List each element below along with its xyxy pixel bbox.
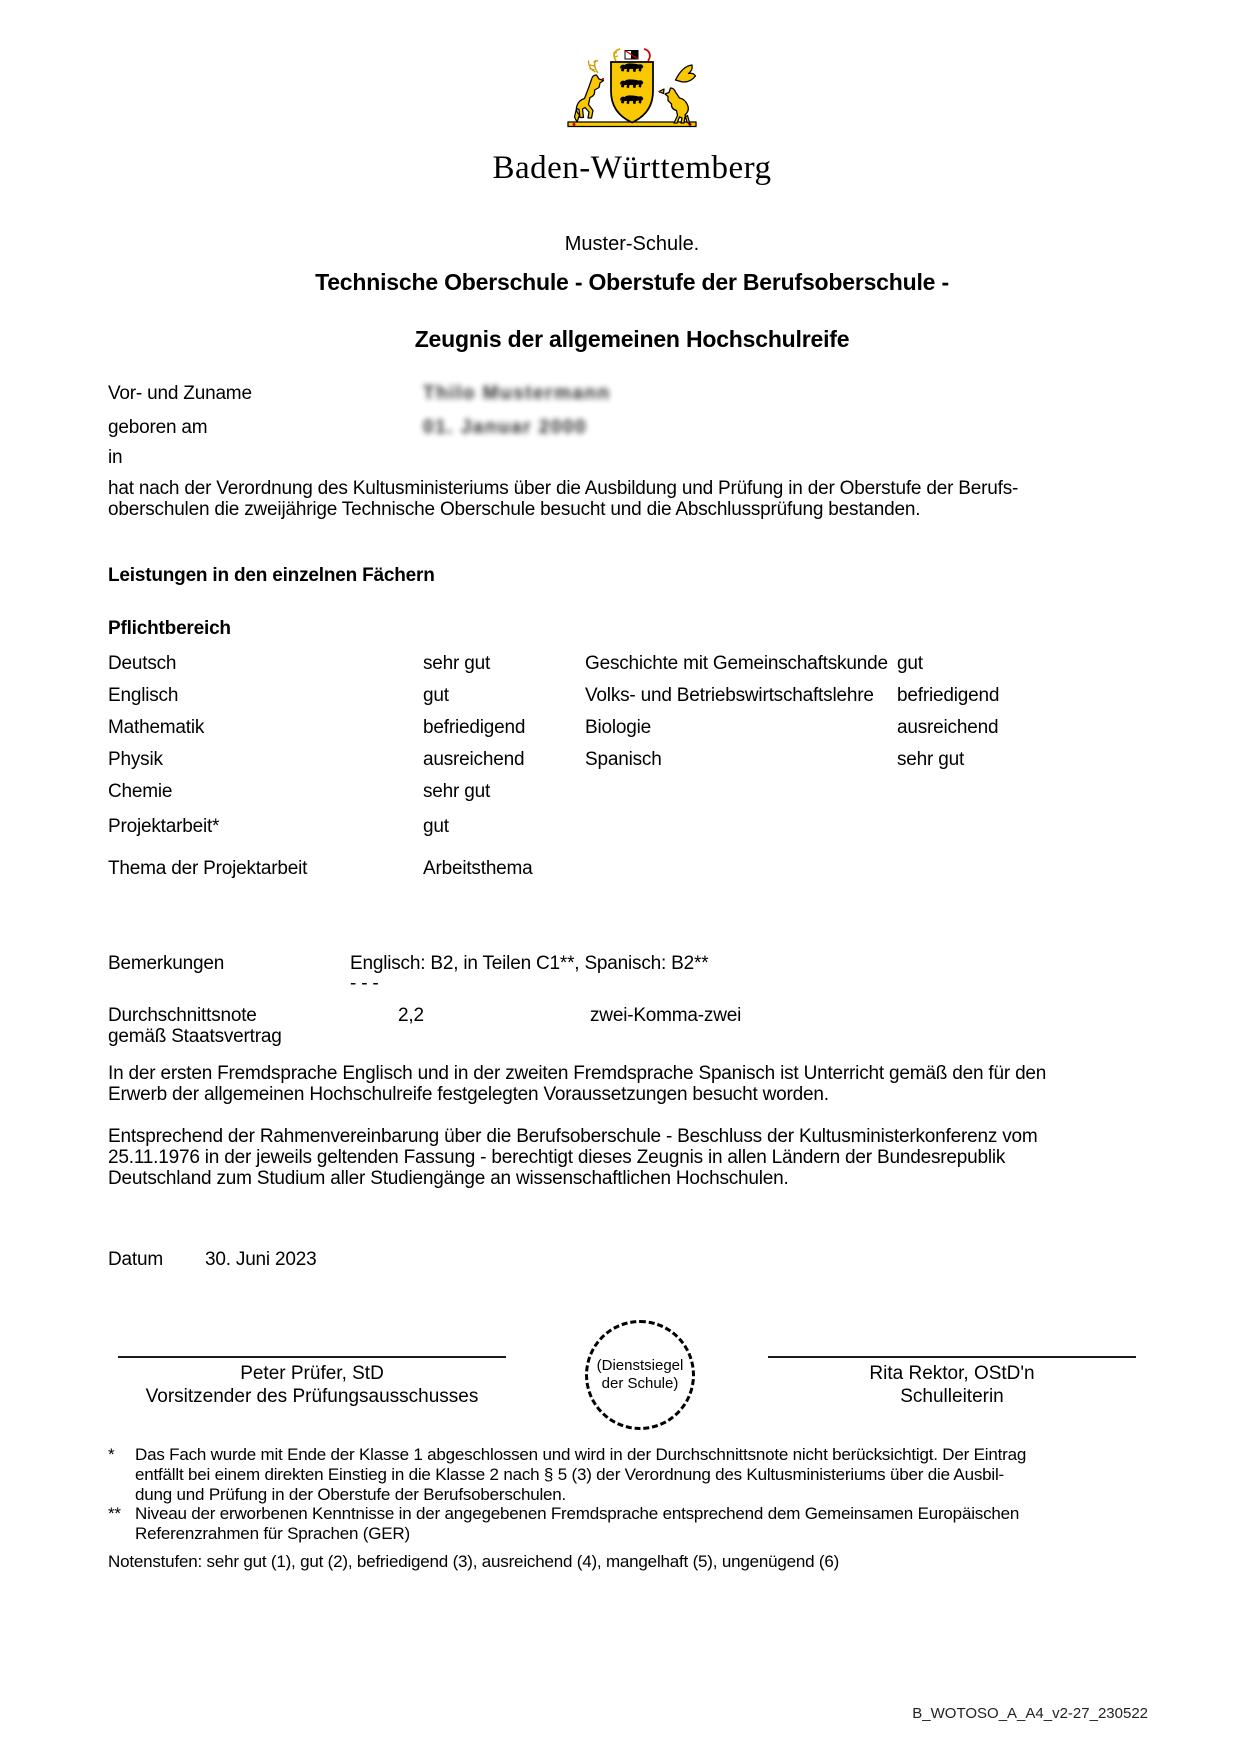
school-name: Muster-Schule.	[564, 233, 700, 255]
remarks-dashes: - - -	[350, 973, 379, 994]
grade-cell: ausreichend	[897, 717, 999, 738]
area-heading-pflichtbereich: Pflichtbereich	[108, 618, 231, 639]
subject-cell: Physik	[108, 749, 163, 770]
grade-cell: gut	[423, 685, 449, 706]
average-grade-numeric: 2,2	[398, 1005, 424, 1026]
intro-line: hat nach der Verordnung des Kultusministeriums über die Ausbildung und Prüfung in der Oberstufe der Berufs-	[108, 478, 1019, 499]
state-name: Baden-Württemberg	[492, 150, 772, 186]
footnote-line: dung und Prüfung in der Oberstufe der Berufsoberschulen.	[135, 1485, 567, 1504]
intro-line: oberschulen die zweijährige Technische Oberschule besucht und die Abschlussprüfung bestanden.	[108, 499, 921, 520]
grade-cell: gut	[897, 653, 923, 674]
footnote-line: Niveau der erworbenen Kenntnisse in der angegebenen Fremdsprache entsprechend dem Gemeinsamen Europäischen	[135, 1504, 1020, 1523]
average-grade-label: Durchschnittsnote	[108, 1005, 257, 1026]
subject-cell: Chemie	[108, 781, 173, 802]
signature-line-right	[768, 1356, 1136, 1358]
name-value-redacted: Thilo Mustermann	[423, 383, 611, 404]
birthdate-label: geboren am	[108, 417, 208, 438]
section-heading-performance: Leistungen in den einzelnen Fächern	[108, 565, 435, 586]
subject-cell: Spanisch	[585, 749, 662, 770]
signature-right	[742, 1362, 1162, 1408]
seal-text-line: (Dienstsiegel	[596, 1357, 684, 1374]
average-grade-label-2: gemäß Staatsvertrag	[108, 1026, 282, 1047]
grade-scale-legend: Notenstufen: sehr gut (1), gut (2), befriedigend (3), ausreichend (4), mangelhaft (5), ungenügend (6)	[108, 1552, 840, 1571]
birthdate-value-redacted: 01. Januar 2000	[423, 417, 588, 438]
signer-name-left: Peter Prüfer, StD	[240, 1363, 384, 1384]
subject-cell: Mathematik	[108, 717, 205, 738]
statement-line: 25.11.1976 in der jeweils geltenden Fassung - berechtigt dieses Zeugnis in allen Ländern der Bundesrepublik	[108, 1147, 1006, 1168]
statement-line: Entsprechend der Rahmenvereinbarung über die Berufsoberschule - Beschluss der Kultusministerkonferenz vom	[108, 1126, 1038, 1147]
grade-cell: sehr gut	[897, 749, 965, 770]
remarks-label: Bemerkungen	[108, 953, 225, 974]
statement-line: Erwerb der allgemeinen Hochschulreife festgelegten Voraussetzungen besucht worden.	[108, 1084, 829, 1105]
signer-name-right: Rita Rektor, OStD'n	[869, 1363, 1035, 1384]
project-topic-value: Arbeitsthema	[423, 858, 533, 879]
footnote-marker-doublestar: **	[108, 1504, 121, 1523]
official-seal-placeholder	[585, 1320, 695, 1430]
grade-cell: gut	[423, 816, 449, 837]
grade-cell: sehr gut	[423, 781, 491, 802]
grade-cell: befriedigend	[897, 685, 1000, 706]
birthplace-label: in	[108, 447, 123, 468]
average-grade-words: zwei-Komma-zwei	[590, 1005, 742, 1026]
footnote-line: Das Fach wurde mit Ende der Klasse 1 abgeschlossen und wird in der Durchschnittsnote nicht berücksichtigt. Der Eintrag	[135, 1445, 1027, 1464]
subject-cell: Geschichte mit Gemeinschaftskunde	[585, 653, 888, 674]
date-value: 30. Juni 2023	[205, 1249, 317, 1270]
date-label: Datum	[108, 1249, 163, 1270]
subject-cell: Deutsch	[108, 653, 177, 674]
footnote-line: Referenzrahmen für Sprachen (GER)	[135, 1524, 410, 1543]
signature-line-left	[118, 1356, 506, 1358]
signer-role-left: Vorsitzender des Prüfungsausschusses	[145, 1386, 479, 1407]
form-code: B_WOTOSO_A_A4_v2-27_230522	[912, 1705, 1148, 1722]
footnote-marker-star: *	[108, 1445, 115, 1464]
grade-cell: befriedigend	[423, 717, 526, 738]
signer-role-right: Schulleiterin	[900, 1386, 1004, 1407]
seal-text-line: der Schule)	[601, 1375, 679, 1392]
grade-cell: ausreichend	[423, 749, 525, 770]
name-label: Vor- und Zuname	[108, 383, 252, 404]
baden-wuerttemberg-coat-of-arms-icon	[557, 48, 707, 133]
document-title: Zeugnis der allgemeinen Hochschulreife	[414, 326, 850, 352]
grade-cell: sehr gut	[423, 653, 491, 674]
statement-line: Deutschland zum Studium aller Studiengänge an wissenschaftlichen Hochschulen.	[108, 1168, 789, 1189]
school-type-heading: Technische Oberschule - Oberstufe der Berufsoberschule -	[315, 269, 949, 295]
subject-cell: Projektarbeit*	[108, 816, 220, 837]
remarks-value: Englisch: B2, in Teilen C1**, Spanisch: B2**	[350, 953, 709, 974]
statement-line: In der ersten Fremdsprache Englisch und in der zweiten Fremdsprache Spanisch ist Unterricht gemäß den für den	[108, 1063, 1047, 1084]
project-topic-label: Thema der Projektarbeit	[108, 858, 308, 879]
subject-cell: Volks- und Betriebswirtschaftslehre	[585, 685, 874, 706]
footnote-line: entfällt bei einem direkten Einstieg in die Klasse 2 nach § 5 (3) der Verordnung des Kultusministeriums über die Ausbil-	[135, 1465, 1004, 1484]
subject-cell: Englisch	[108, 685, 179, 706]
subject-cell: Biologie	[585, 717, 652, 738]
signature-left	[102, 1362, 522, 1408]
